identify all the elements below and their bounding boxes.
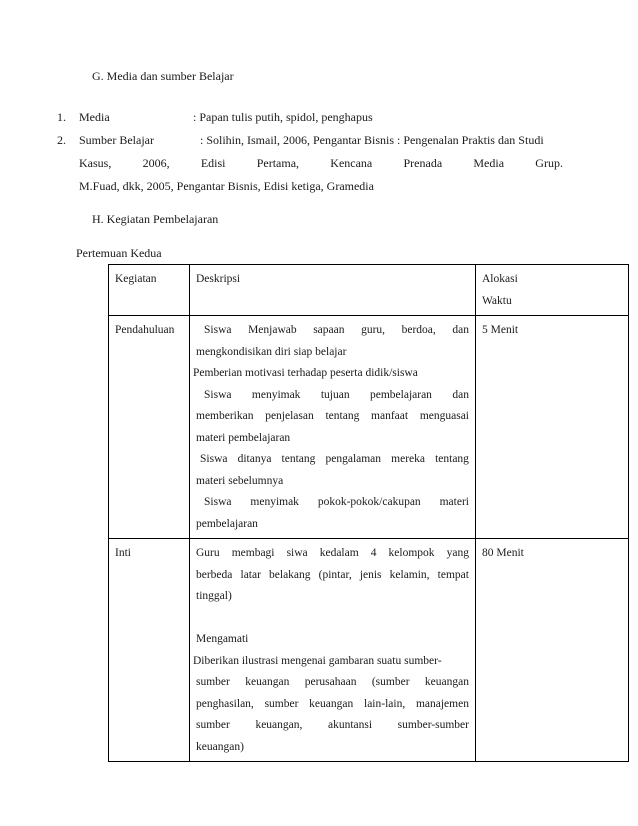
media-value: : Papan tulis putih, spidol, penghapus: [193, 110, 373, 124]
header-alokasi: Alokasi: [482, 273, 518, 285]
desc-line: materi pembelajaran: [196, 431, 291, 444]
desc-line: Siswa menyimak pokok-pokok/cakupan materi: [204, 496, 469, 508]
ref-word: 2006,: [142, 156, 170, 170]
desc-line: penghasilan, sumber keuangan lain-lain, manajemen: [196, 697, 469, 710]
cell-deskripsi: [190, 316, 476, 539]
reference-line-3: M.Fuad, dkk, 2005, Pengantar Bisnis, Edisi ketiga, Gramedia: [79, 179, 374, 193]
section-g-heading: G. Media dan sumber Belajar: [92, 69, 234, 83]
desc-line: Diberikan ilustrasi mengenai gambaran suatu sumber-: [193, 654, 442, 667]
ref-word: Kencana: [330, 156, 373, 170]
table-row-inti: [109, 539, 629, 762]
desc-line: Siswa menyimak tujuan pembelajaran dan: [204, 388, 469, 401]
ref-word: Edisi: [200, 156, 226, 170]
ref-word: Kasus,: [79, 156, 112, 170]
desc-line: sumber keuangan, akuntansi sumber-sumber: [196, 719, 469, 731]
table-header-row: [109, 265, 629, 316]
header-kegiatan: Kegiatan: [109, 265, 190, 316]
header-alokasi-waktu: [476, 265, 629, 316]
blank-line: [196, 608, 469, 630]
reference-line-2: [79, 156, 563, 171]
meeting-label: Pertemuan Kedua: [76, 246, 162, 260]
list-number-2: 2.: [57, 133, 66, 147]
media-label: Media: [79, 110, 110, 124]
cell-deskripsi: [190, 539, 476, 762]
sumber-belajar-label: Sumber Belajar: [79, 133, 154, 147]
ref-word: Pertama,: [256, 156, 300, 170]
desc-line: Siswa ditanya tentang pengalaman mereka tentang: [200, 453, 469, 465]
ref-word: Prenada: [403, 156, 443, 170]
desc-line: Pemberian motivasi terhadap peserta didik/siswa: [193, 367, 418, 379]
ref-word: Grup.: [535, 156, 563, 170]
desc-line: keuangan): [196, 740, 244, 753]
desc-line: memberikan penjelasan tentang manfaat menguasai: [196, 410, 469, 422]
cell-waktu: 80 Menit: [476, 539, 629, 762]
desc-line: sumber keuangan perusahaan (sumber keuangan: [196, 676, 469, 688]
header-deskripsi: Deskripsi: [190, 265, 476, 316]
list-number-1: 1.: [57, 110, 66, 124]
desc-line: materi sebelumnya: [196, 474, 284, 487]
desc-line: Guru membagi siwa kedalam 4 kelompok yang: [196, 547, 469, 559]
section-h-heading: H. Kegiatan Pembelajaran: [92, 212, 219, 226]
ref-word: Media: [473, 156, 505, 170]
sumber-belajar-value: : Solihin, Ismail, 2006, Pengantar Bisnis : Pengenalan Praktis dan Studi: [200, 133, 544, 147]
cell-kegiatan: Inti: [109, 539, 190, 762]
desc-line: Mengamati: [196, 633, 249, 645]
cell-kegiatan: Pendahuluan: [109, 316, 190, 539]
header-waktu: Waktu: [482, 294, 512, 307]
desc-line: berbeda latar belakang (pintar, jenis kelamin, tempat: [196, 568, 469, 581]
lesson-plan-table: [108, 264, 629, 762]
desc-line: tinggal): [196, 590, 232, 602]
cell-waktu: 5 Menit: [476, 316, 629, 539]
desc-line: pembelajaran: [196, 517, 258, 530]
desc-line: Siswa Menjawab sapaan guru, berdoa, dan: [204, 324, 469, 336]
desc-line: mengkondisikan diri siap belajar: [196, 345, 347, 358]
table-row-pendahuluan: [109, 316, 629, 539]
